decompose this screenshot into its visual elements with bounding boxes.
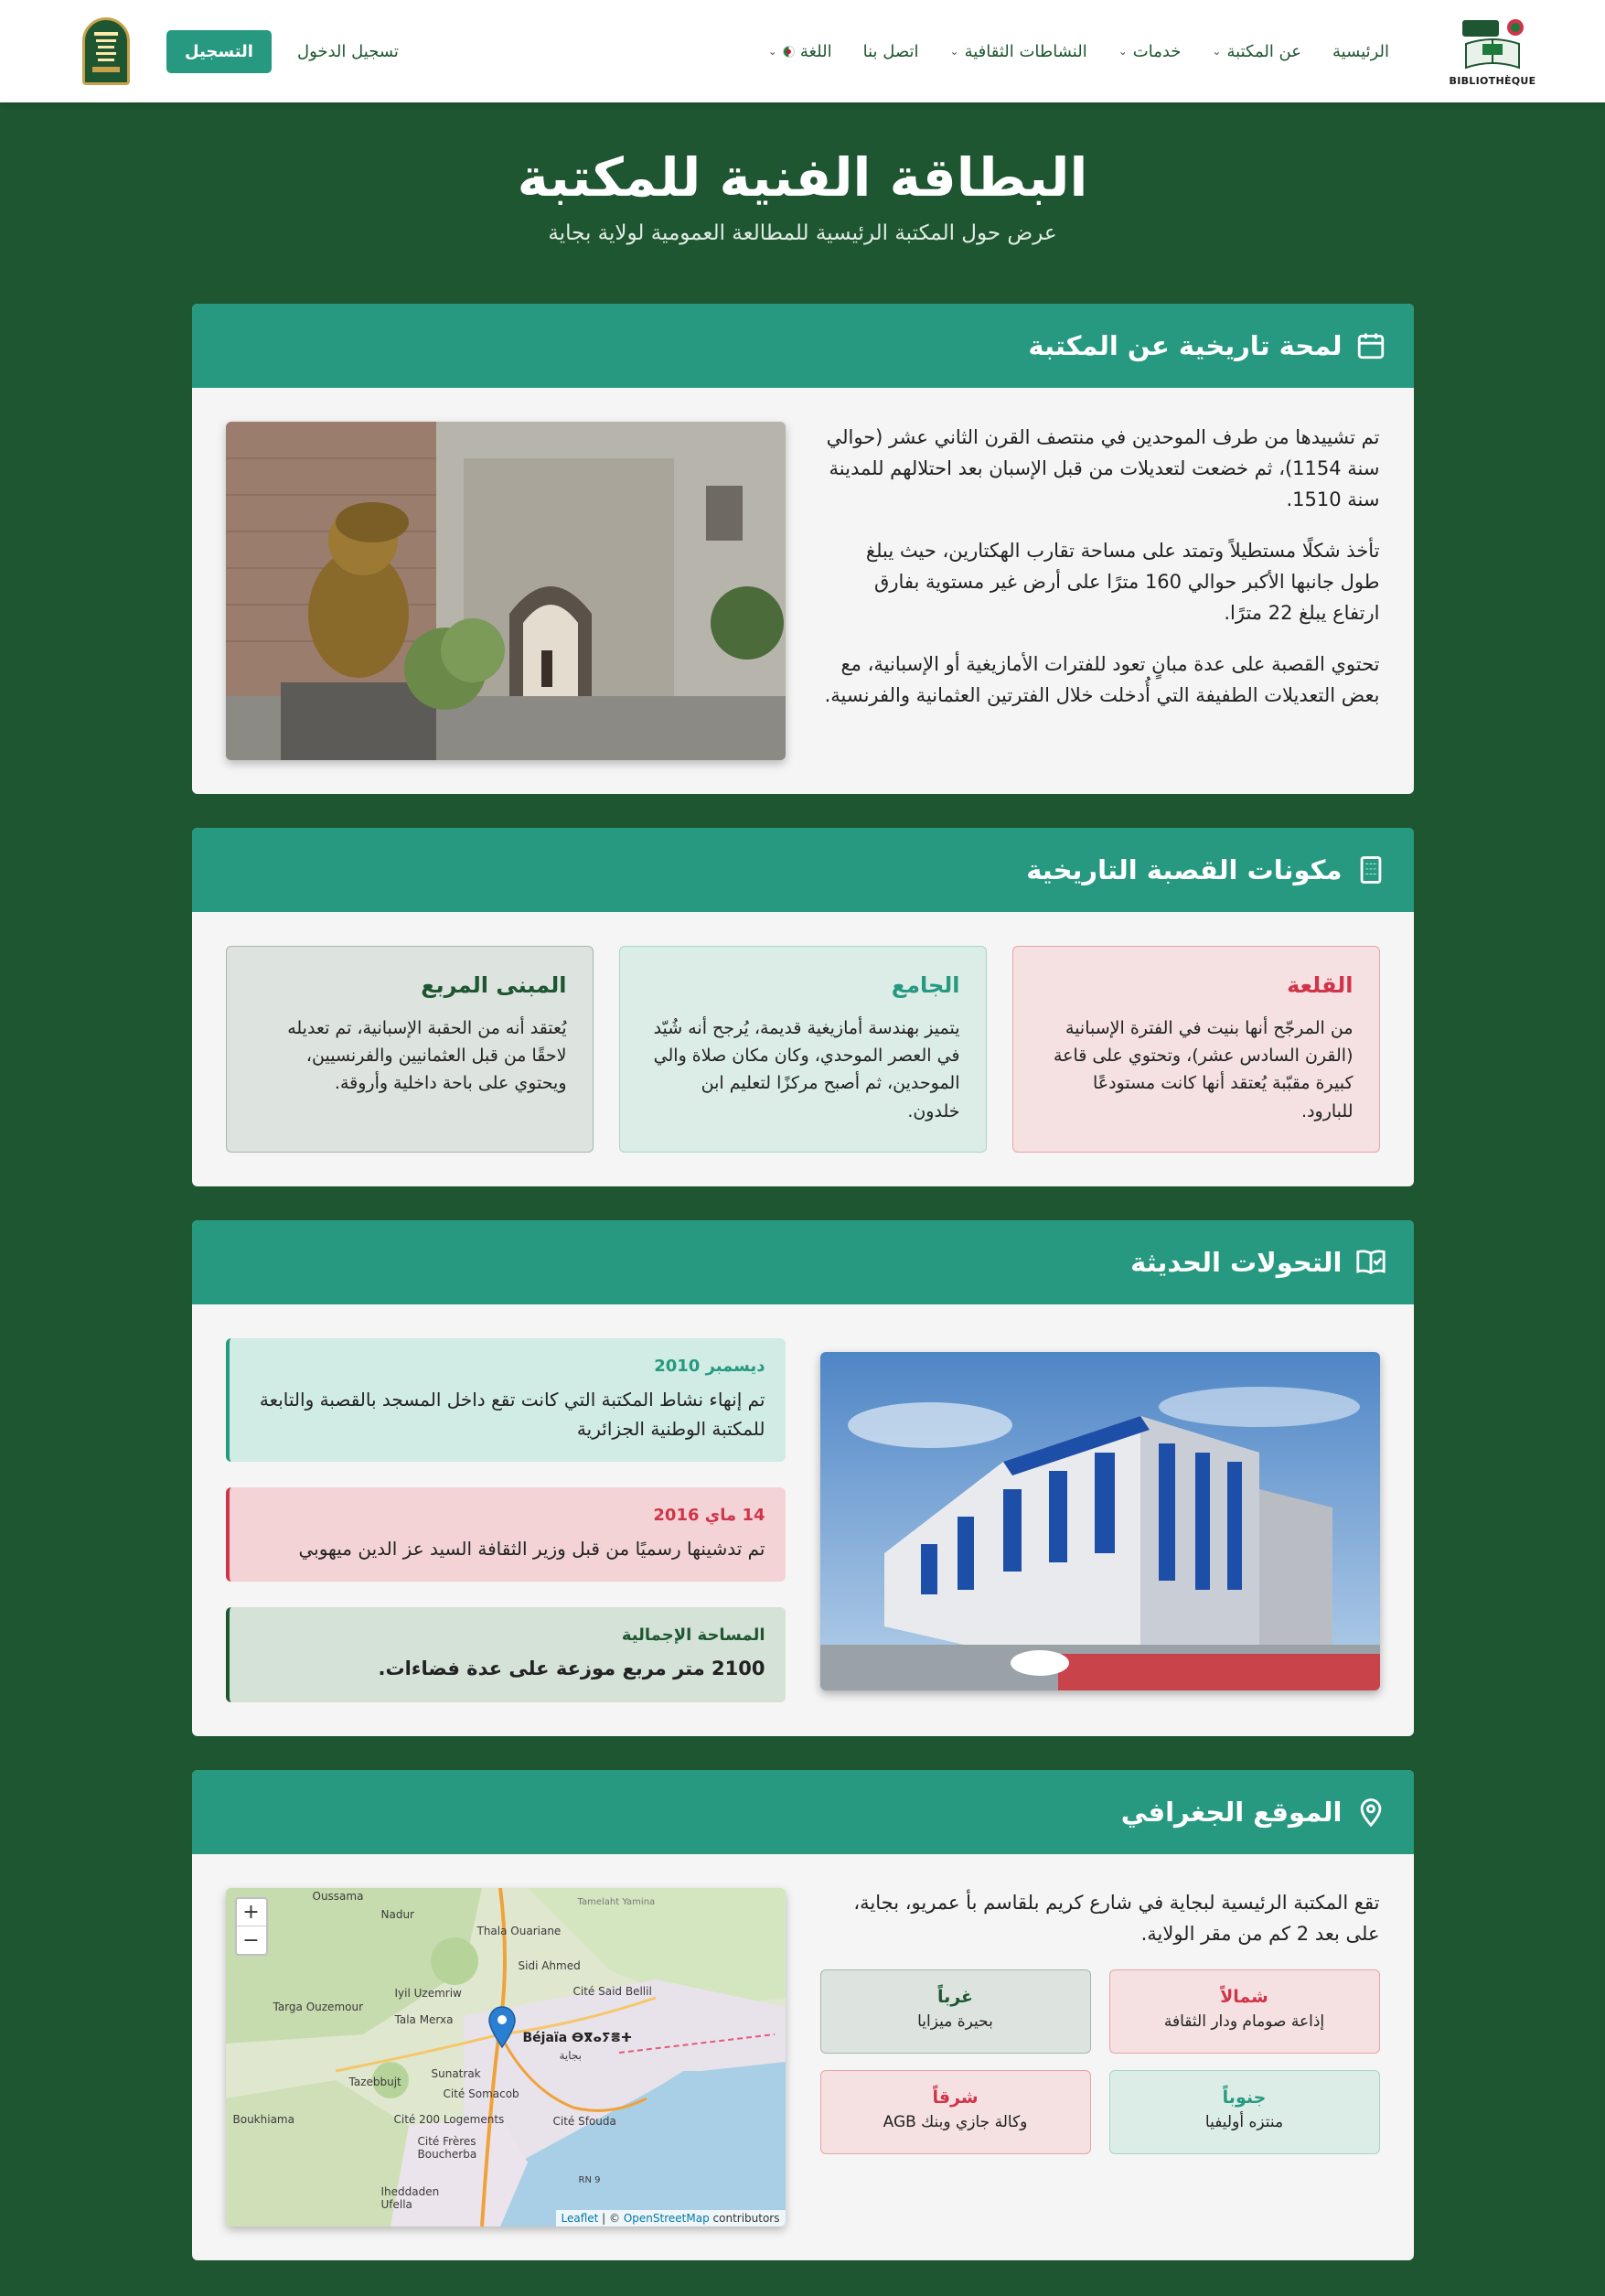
component-square-building <box>226 946 594 1153</box>
calendar-icon <box>1355 330 1386 361</box>
chevron-down-icon: ⌄ <box>1118 45 1128 58</box>
map-place-label: Cité 200 Logements <box>393 2113 505 2127</box>
direction-north <box>1109 1969 1380 2054</box>
direction-east <box>820 2070 1091 2154</box>
timeline-text: تم إنهاء نشاط المكتبة التي كانت تقع داخل المسجد بالقصبة والتابعة للمكتبة الوطنية الجزائرية <box>259 1388 765 1440</box>
direction-west <box>820 1969 1091 2054</box>
kasbah-gate-image <box>226 422 786 760</box>
zoom-in-button[interactable]: + <box>237 1899 266 1926</box>
direction-text: إذاعة صومام ودار الثقافة <box>1163 2012 1325 2032</box>
map-place-label: Tazebbujt <box>348 2076 401 2089</box>
timeline <box>226 1338 786 1703</box>
components-grid <box>226 946 1380 1153</box>
nav-home-label: الرئيسية <box>1332 41 1389 61</box>
nav-home[interactable] <box>1332 42 1389 61</box>
direction-south <box>1109 2070 1380 2154</box>
kasbah-photo <box>226 422 786 760</box>
map-place-label: Sidi Ahmed <box>518 1959 581 1973</box>
history-card-header <box>192 304 1414 388</box>
direction-text: وكالة جازي وبنك AGB <box>883 2113 1028 2132</box>
map-place-label: بجاية <box>559 2049 583 2063</box>
directions-grid <box>820 1969 1380 2154</box>
nav-language[interactable] <box>768 42 832 61</box>
nav-services-label: خدمات <box>1132 41 1182 61</box>
attribution-separator: | © <box>598 2212 624 2226</box>
history-card <box>192 304 1414 794</box>
component-title: المبنى المربع <box>421 971 567 998</box>
nav-contact-label: اتصل بنا <box>862 41 919 61</box>
nav-cultural-label: النشاطات الثقافية <box>964 41 1087 61</box>
book-logo-icon <box>1461 16 1525 73</box>
chevron-down-icon: ⌄ <box>767 45 777 58</box>
map-place-label: Iheddaden Ufella <box>380 2185 440 2212</box>
emblem-icon <box>91 28 122 74</box>
components-card-body <box>192 912 1414 1186</box>
map-tiles[interactable] <box>226 1888 786 2226</box>
timeline-item <box>226 1338 786 1462</box>
component-title: الجامع <box>891 971 960 998</box>
component-title: القلعة <box>1287 971 1354 998</box>
geo-info <box>820 1888 1380 2154</box>
leaflet-link[interactable]: Leaflet <box>561 2212 599 2226</box>
map-place-label: Cité Frères Boucherba <box>417 2135 477 2162</box>
geo-card <box>192 1770 1414 2260</box>
map-place-label: Thala Ouariane <box>476 1925 562 1938</box>
nav-contact[interactable] <box>863 42 919 61</box>
map-pin-icon <box>1355 1797 1386 1828</box>
modern-card-header <box>192 1220 1414 1304</box>
library-building-photo <box>820 1352 1380 1690</box>
geo-card-body <box>192 1854 1414 2260</box>
zoom-out-button[interactable]: − <box>242 1928 260 1952</box>
geo-card-header <box>192 1770 1414 1854</box>
direction-title: شمالاً <box>1220 1987 1268 2008</box>
timeline-item <box>226 1607 786 1703</box>
hero <box>0 102 1605 245</box>
component-fortress <box>1012 946 1380 1153</box>
timeline-date: 14 ماي 2016 <box>653 1505 765 1525</box>
map-zoom-control <box>235 1897 268 1956</box>
component-mosque <box>619 946 987 1153</box>
map-place-label: Iyil Uzemriw <box>394 1987 462 2001</box>
geo-title: الموقع الجغرافي <box>1120 1797 1343 1829</box>
map-place-label: Cité Somacob <box>443 2087 519 2101</box>
timeline-text: 2100 متر مربع موزعة على عدة فضاءات. <box>378 1657 765 1679</box>
component-text: من المرجّح أنها بنيت في الفترة الإسبانية (القرن السادس عشر)، وتحتوي على قاعة كبيرة مقبّبة يُعتقد أنها كانت مستودعًا للبارود. <box>1053 1017 1354 1121</box>
map-city-label: Béjaïa ⴱⴳⴰⵢⴻⵜ <box>522 2031 633 2046</box>
nav-cultural-activities[interactable] <box>950 42 1087 61</box>
chevron-down-icon: ⌄ <box>949 45 959 58</box>
history-card-body <box>192 388 1414 794</box>
components-card <box>192 828 1414 1186</box>
algeria-flag-icon <box>783 46 795 58</box>
map-place-label: Nadur <box>380 1908 414 1922</box>
history-text <box>822 422 1380 711</box>
location-map[interactable] <box>226 1888 786 2226</box>
map-place-label: Boukhiama <box>232 2113 294 2127</box>
timeline-item <box>226 1487 786 1582</box>
login-link[interactable]: تسجيل الدخول <box>296 41 399 61</box>
register-button[interactable]: التسجيل <box>166 30 272 73</box>
logo-text: BIBLIOTHÈQUE <box>1449 74 1536 87</box>
page-title: البطاقة الفنية للمكتبة <box>517 146 1088 209</box>
timeline-text: تم تدشينها رسميًا من قبل وزير الثقافة السيد عز الدين ميهوبي <box>298 1537 765 1560</box>
map-place-label: Targa Ouzemour <box>273 2001 364 2014</box>
map-place-label: Oussama <box>312 1890 364 1904</box>
map-place-label: Cité Said Bellil <box>572 1985 652 1999</box>
map-place-label: Cité Sfouda <box>552 2115 616 2129</box>
history-paragraph: تحتوي القصبة على عدة مبانٍ تعود للفترات الأمازيغية أو الإسبانية، مع بعض التعديلات الطفيفة التي أُدخلت خلال الفترتين العثمانية والفرنسية. <box>824 652 1380 706</box>
direction-title: جنوباً <box>1222 2087 1267 2108</box>
direction-title: غرباً <box>936 1987 974 2008</box>
modern-title: التحولات الحديثة <box>1130 1246 1343 1278</box>
components-card-header <box>192 828 1414 912</box>
nav-actions <box>166 30 399 73</box>
direction-text: بحيرة ميزايا <box>917 2012 993 2032</box>
modern-card-body <box>192 1304 1414 1737</box>
nav-language-label: اللغة <box>799 41 832 61</box>
page-subtitle: عرض حول المكتبة الرئيسية للمطالعة العمومية لولاية بجاية <box>548 220 1057 245</box>
nav-about[interactable] <box>1212 42 1301 61</box>
direction-title: شرقاً <box>932 2087 979 2108</box>
chevron-down-icon: ⌄ <box>1212 45 1222 58</box>
book-check-icon <box>1355 1247 1386 1278</box>
map-attribution <box>556 2210 786 2226</box>
component-text: يتميز بهندسة أمازيغية قديمة، يُرجح أنه شُيّد في العصر الموحدي، وكان مكان صلاة والي الموحدين، ثم أصبح مركزًا لتعليم ابن خلدون. <box>653 1017 960 1121</box>
nav-links <box>399 42 1389 61</box>
map-road-label: RN 9 <box>578 2175 601 2186</box>
map-place-label: Tamelaht Yamina <box>577 1897 656 1908</box>
timeline-date: ديسمبر 2010 <box>654 1356 765 1376</box>
history-paragraph: تم تشييدها من طرف الموحدين في منتصف القرن الثاني عشر (حوالي سنة 1154)، ثم خضعت لتعديلات من قبل الإسبان بعد احتلالهم للمدينة سنة 1510. <box>826 425 1380 510</box>
history-paragraph: تأخذ شكلًا مستطيلاً وتمتد على مساحة تقارب الهكتارين، حيث يبلغ طول جانبها الأكبر حوالي 160 مترًا على أرض غير مستوية بفارق ارتفاع يبلغ 22 مترًا. <box>865 539 1380 624</box>
nav-services[interactable] <box>1118 42 1182 61</box>
attribution-text: contributors <box>709 2212 780 2226</box>
map-place-label: Sunatrak <box>431 2067 481 2081</box>
modern-card <box>192 1220 1414 1737</box>
osm-link[interactable]: OpenStreetMap <box>623 2212 710 2226</box>
direction-text: منتزه أوليفيا <box>1204 2113 1284 2132</box>
ministry-logo <box>82 17 130 85</box>
building-image <box>820 1352 1380 1690</box>
component-text: يُعتقد أنه من الحقبة الإسبانية، تم تعديله لاحقًا من قبل العثمانيين والفرنسيين، ويحتوي على باحة داخلية وأروقة. <box>287 1017 567 1094</box>
nav-about-label: عن المكتبة <box>1226 41 1301 61</box>
geo-description: تقع المكتبة الرئيسية لبجاية في شارع كريم بلقاسم بأ عمريو، بجاية، على بعد 2 كم من مقر الولاية. <box>853 1892 1380 1945</box>
history-title: لمحة تاريخية عن المكتبة <box>1028 329 1343 361</box>
map-place-label: Tala Merxa <box>394 2013 454 2027</box>
timeline-date: المساحة الإجمالية <box>621 1625 765 1645</box>
building-icon <box>1355 854 1386 885</box>
components-title: مكونات القصبة التاريخية <box>1026 853 1343 885</box>
navbar <box>0 0 1605 102</box>
library-logo[interactable] <box>1449 12 1536 91</box>
